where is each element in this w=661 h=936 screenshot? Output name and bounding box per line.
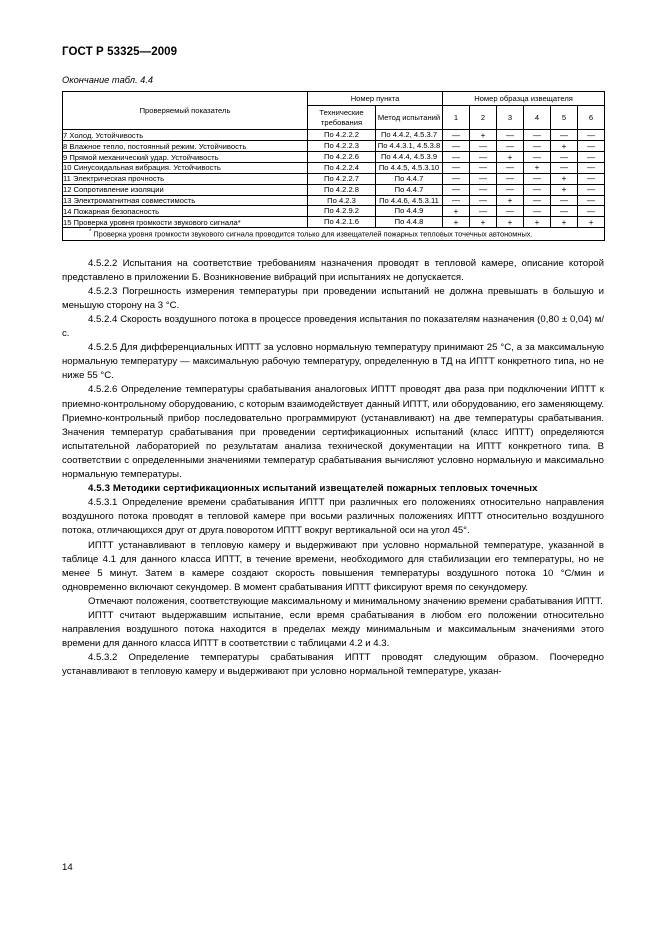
row-mark-sample-6: — [578,195,605,206]
row-tech-requirement: По 4.2.2.6 [308,152,376,163]
row-parameter: 12 Сопротивление изоляции [63,184,308,195]
row-mark-sample-2: — [470,152,497,163]
row-mark-sample-3: + [497,195,524,206]
row-mark-sample-1: + [443,206,470,217]
row-mark-sample-1: — [443,173,470,184]
row-parameter: 14 Пожарная безопасность [63,206,308,217]
paragraph-mark-positions: Отмечают положения, соответствующие максимальному и минимальному значению времени срабатывания ИПТТ. [88,595,603,607]
row-mark-sample-6: — [578,184,605,195]
header-sample-6: 6 [578,106,605,130]
row-mark-sample-2: — [470,206,497,217]
table-row [63,217,605,228]
row-mark-sample-3: — [497,163,524,174]
row-mark-sample-3: — [497,173,524,184]
row-mark-sample-4: + [524,163,551,174]
row-parameter: 7 Холод. Устойчивость [63,130,308,141]
row-mark-sample-4: — [524,184,551,195]
row-mark-sample-3: — [497,206,524,217]
row-mark-sample-4: — [524,152,551,163]
row-test-method: По 4.4.7 [376,184,443,195]
row-mark-sample-6: + [578,217,605,228]
row-test-method: По 4.4.9 [376,206,443,217]
paragraph-4-5-3-2: 4.5.3.2 Определение температуры срабатывания ИПТТ проводят следующим образом. Поочередно устанавливают в тепловую камеру и выдерживают при условно нормальной температуре, указан- [62,652,604,678]
row-mark-sample-5: — [551,195,578,206]
row-mark-sample-1: — [443,163,470,174]
row-mark-sample-3: + [497,217,524,228]
table-body [63,130,605,240]
row-test-method: По 4.4.3.1, 4.5.3.8 [376,141,443,152]
row-parameter: 15 Проверка уровня громкости звукового сигнала* [63,217,308,228]
row-mark-sample-2: — [470,173,497,184]
row-mark-sample-5: — [551,163,578,174]
row-mark-sample-4: — [524,206,551,217]
table-row [63,163,605,174]
paragraph-4-5-2-4: 4.5.2.4 Скорость воздушного потока в процессе проведения испытания по показателям назначения (0,80 ± 0,04) м/с. [62,314,604,340]
row-mark-sample-2: — [470,141,497,152]
paragraph-chamber-setup: ИПТТ устанавливают в тепловую камеру и выдерживают при условно нормальной температуре, указанной в таблице 4.1 для данного класса ИПТТ, в течение времени, необходимого для стабилизации его температуры, но не менее 5 минут. Затем в камере создают скорость повышения температуры воздушного потока 10 °С/мин и одновременно включают секундомер. В момент срабатывания ИПТТ фиксируют время по секундомеру. [62,539,604,593]
header-sample-2: 2 [470,106,497,130]
page-content [62,0,604,679]
row-tech-requirement: По 4.2.9.2 [308,206,376,217]
header-sample-4: 4 [524,106,551,130]
row-mark-sample-5: + [551,217,578,228]
row-mark-sample-4: — [524,141,551,152]
table-row [63,173,605,184]
row-mark-sample-3: — [497,184,524,195]
row-parameter: 13 Электромагнитная совместимость [63,195,308,206]
header-sample-3: 3 [497,106,524,130]
paragraph-pass-criteria: ИПТТ считают выдержавшим испытание, если время срабатывания в любом его положении относительно направления воздушного потока находится в пределах между минимальным и максимальным значениями этого времени для данного класса ИПТТ в соответствии с таблицами 4.2 и 4.3. [62,609,604,650]
table-footnote-row [63,228,605,240]
row-mark-sample-2: + [470,217,497,228]
table-row [63,152,605,163]
row-test-method: По 4.4.2, 4.5.3.7 [376,130,443,141]
row-mark-sample-3: — [497,141,524,152]
row-mark-sample-2: — [470,195,497,206]
row-parameter: 11 Электрическая прочность [63,173,308,184]
header-param-column: Проверяемый показатель [63,92,308,130]
row-tech-requirement: По 4.2.2.4 [308,163,376,174]
test-matrix-table [62,91,605,241]
table-row [63,141,605,152]
paragraph-4-5-2-5: 4.5.2.5 Для дифференциальных ИПТТ за условно нормальную температуру принимают 25 °С, а за максимальную нормальную температуру — максимальную рабочую температуру, определенную в ТД на ИПТТ конкретного типа, но не ниже 55 °С. [62,342,604,382]
row-mark-sample-5: + [551,141,578,152]
row-mark-sample-4: — [524,130,551,141]
row-mark-sample-2: — [470,163,497,174]
table-header-row-1 [63,92,605,106]
row-mark-sample-6: — [578,141,605,152]
row-tech-requirement: По 4.2.3 [308,195,376,206]
footnote-marker-icon: * [89,229,92,236]
row-tech-requirement: По 4.2.2.2 [308,130,376,141]
row-mark-sample-5: + [551,173,578,184]
row-mark-sample-1: — [443,152,470,163]
row-mark-sample-5: — [551,152,578,163]
row-mark-sample-1: — [443,130,470,141]
row-test-method: По 4.4.6, 4.5.3.11 [376,195,443,206]
paragraph-4-5-2-2: 4.5.2.2 Испытания на соответствие требованиям назначения проводят в тепловой камере, описание которой представлено в приложении Б. Возникновение вибраций при испытаниях не допускается. [62,257,604,283]
row-mark-sample-1: — [443,184,470,195]
row-mark-sample-2: — [470,184,497,195]
table-header [63,92,605,130]
row-tech-requirement: По 4.2.2.8 [308,184,376,195]
section-heading-4-5-3: 4.5.3 Методики сертификационных испытаний извещателей пожарных тепловых точечных [88,483,538,495]
row-mark-sample-4: + [524,217,551,228]
paragraph-4-5-2-3: 4.5.2.3 Погрешность измерения температуры при проведении испытаний не должна превышать в большую и меньшую сторону на 3 °С. [62,285,604,311]
row-parameter: 9 Прямой механический удар. Устойчивость [63,152,308,163]
page-number: 14 [62,862,73,873]
table-row [63,130,605,141]
row-mark-sample-4: — [524,195,551,206]
row-mark-sample-3: + [497,152,524,163]
row-mark-sample-6: — [578,163,605,174]
row-mark-sample-6: — [578,130,605,141]
row-tech-requirement: По 4.2.1.6 [308,217,376,228]
row-parameter: 8 Влажное тепло, постоянный режим. Устойчивость [63,141,308,152]
row-test-method: По 4.4.4, 4.5.3.9 [376,152,443,163]
row-test-method: По 4.4.5, 4.5.3.10 [376,163,443,174]
header-sample-5: 5 [551,106,578,130]
row-mark-sample-5: — [551,206,578,217]
row-mark-sample-4: — [524,173,551,184]
header-sample-1: 1 [443,106,470,130]
header-test-method: Метод испытаний [376,106,443,130]
row-test-method: По 4.4.8 [376,217,443,228]
row-mark-sample-6: — [578,206,605,217]
header-clause-group: Номер пункта [308,92,443,106]
row-parameter: 10 Синусоидальная вибрация. Устойчивость [63,163,308,174]
row-mark-sample-6: — [578,152,605,163]
table-caption: Окончание табл. 4.4 [62,75,154,85]
row-mark-sample-5: + [551,184,578,195]
table-footnote [63,228,605,240]
header-tech-requirements: Технические требования [308,106,376,130]
row-mark-sample-6: — [578,173,605,184]
header-sample-group: Номер образца извещателя [443,92,605,106]
paragraph-4-5-3-1: 4.5.3.1 Определение времени срабатывания ИПТТ при различных его положениях относительно направления воздушного потока проводят в тепловой камере при восьми различных положениях ИПТТ относительно воздушного потока, отличающихся друг от друга поворотом ИПТТ вокруг вертикальной оси на угол 45°. [62,497,604,537]
row-mark-sample-1: + [443,217,470,228]
row-tech-requirement: По 4.2.2.3 [308,141,376,152]
standard-title: ГОСТ Р 53325—2009 [62,46,178,58]
body-text [62,257,604,680]
footnote-text: Проверка уровня громкости звукового сигнала проводится только для извещателей пожарных тепловых точечных автономных. [93,229,533,239]
row-test-method: По 4.4.7 [376,173,443,184]
paragraph-4-5-2-6: 4.5.2.6 Определение температуры срабатывания аналоговых ИПТТ проводят два раза при подключении ИПТТ к приемно-контрольному оборудованию, с которым взаимодействует данный ИПТТ, или оборудованию, его заменяющему. Приемно-контрольный прибор последовательно программируют (устанавливают) на две температуры срабатывания. Значения температур срабатывания при проведении сертификационных испытаний (класс ИПТТ) определяются испытательной лабораторией по результатам анализа технической документации на ИПТТ конкретного типа. В соответствии с определенными значениями температур срабатывания вычисляют условно нормальную и максимально нормальную температуры. [62,384,604,481]
table-row [63,195,605,206]
row-mark-sample-2: + [470,130,497,141]
row-mark-sample-1: — [443,195,470,206]
row-mark-sample-1: — [443,141,470,152]
row-mark-sample-3: — [497,130,524,141]
row-mark-sample-5: — [551,130,578,141]
table-row [63,206,605,217]
row-tech-requirement: По 4.2.2.7 [308,173,376,184]
table-row [63,184,605,195]
